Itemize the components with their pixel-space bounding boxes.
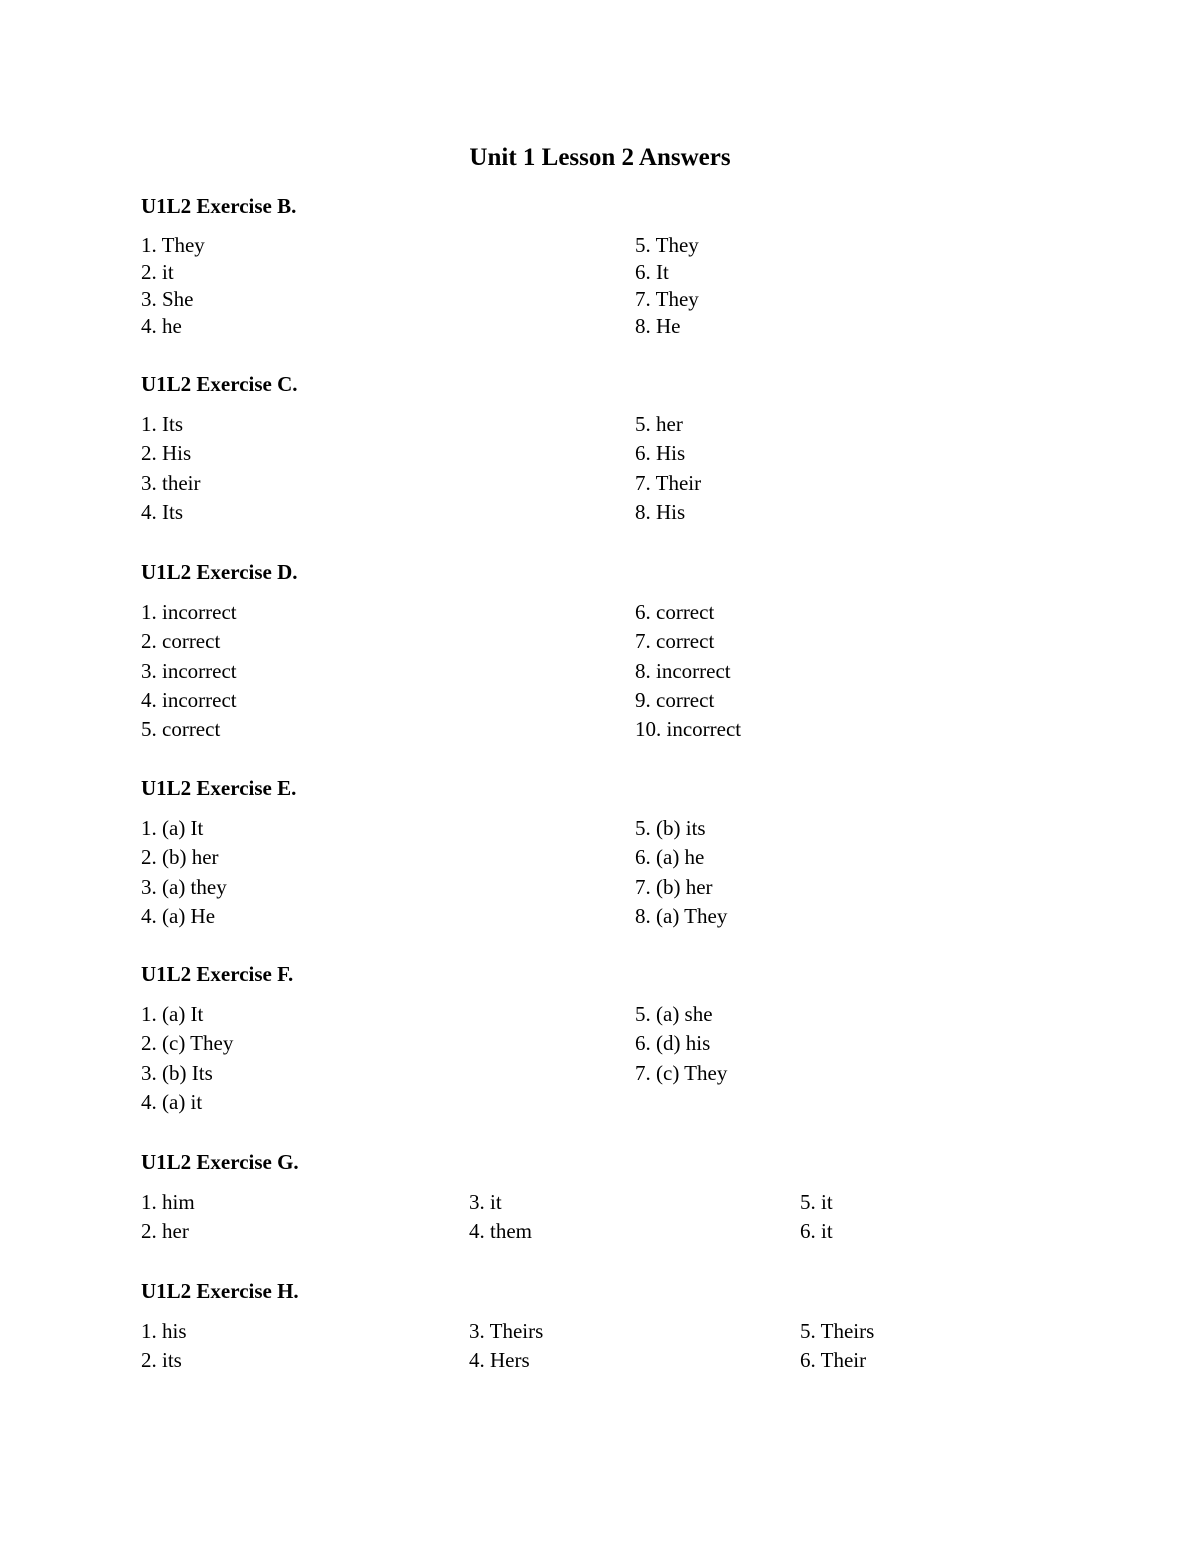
exercise-section: [141, 194, 1101, 340]
answer-item: 5. They: [635, 233, 699, 257]
answer-column: [800, 1317, 874, 1374]
answer-item: 8. (a) They: [635, 903, 728, 928]
answer-column: [141, 814, 227, 931]
answer-column: [141, 410, 200, 527]
answer-item: 2. it: [141, 260, 174, 284]
answer-item: 4. incorrect: [141, 687, 237, 712]
answer-item: 5. it: [800, 1190, 833, 1214]
answer-item: 6. It: [635, 260, 669, 284]
answer-item: 1. his: [141, 1319, 187, 1343]
answer-column: [141, 1317, 187, 1374]
answer-item: 4. them: [469, 1218, 532, 1243]
answer-item: 5. (b) its: [635, 816, 706, 840]
answer-column: [635, 232, 699, 340]
answer-item: 7. (b) her: [635, 874, 713, 899]
exercise-heading: U1L2 Exercise G.: [141, 1150, 299, 1174]
answer-item: 2. (b) her: [141, 845, 219, 870]
page-title: Unit 1 Lesson 2 Answers: [469, 144, 731, 171]
exercise-section: [141, 962, 1101, 1117]
answer-item: 4. (a) it: [141, 1089, 203, 1114]
exercise-section: [141, 1150, 1101, 1245]
exercise-section: [141, 560, 1101, 745]
answer-item: 3. Theirs: [469, 1319, 544, 1343]
exercise-section: [141, 372, 1101, 527]
exercise-heading: U1L2 Exercise E.: [141, 776, 297, 800]
answer-item: 6. (d) his: [635, 1031, 711, 1056]
answer-item: 5. Theirs: [800, 1319, 875, 1343]
answer-item: 8. incorrect: [635, 658, 731, 683]
answer-item: 4. (a) He: [141, 903, 216, 928]
answer-item: 4. Its: [141, 499, 183, 524]
answer-column: [635, 814, 727, 931]
answer-column: [141, 598, 237, 744]
answer-item: 3. (a) they: [141, 874, 227, 899]
answer-column: [141, 232, 205, 340]
answer-column: [469, 1317, 543, 1374]
answer-item: 1. incorrect: [141, 600, 237, 624]
answer-item: 9. correct: [635, 687, 715, 712]
answer-item: 1. They: [141, 233, 205, 257]
answer-item: 2. its: [141, 1347, 182, 1372]
answer-item: 2. her: [141, 1218, 189, 1243]
answer-item: 7. They: [635, 287, 699, 311]
answer-item: 7. (c) They: [635, 1060, 728, 1085]
exercise-heading: U1L2 Exercise F.: [141, 962, 294, 986]
answer-column: [800, 1188, 833, 1245]
answer-item: 4. Hers: [469, 1347, 530, 1372]
exercise-heading: U1L2 Exercise H.: [141, 1279, 299, 1303]
exercise-heading: U1L2 Exercise B.: [141, 194, 297, 218]
answer-item: 7. Their: [635, 470, 702, 495]
answer-item: 3. their: [141, 470, 201, 495]
answer-column: [469, 1188, 532, 1245]
answer-item: 5. her: [635, 412, 683, 436]
answer-item: 2. correct: [141, 629, 221, 654]
answer-item: 2. His: [141, 441, 192, 466]
answer-column: [635, 1000, 727, 1088]
answer-item: 6. (a) he: [635, 845, 705, 870]
answer-item: 1. (a) It: [141, 816, 204, 840]
exercise-section: [141, 1279, 1101, 1374]
answer-item: 6. it: [800, 1218, 833, 1243]
answer-item: 5. correct: [141, 717, 221, 742]
answer-item: 3. She: [141, 287, 194, 311]
answer-item: 3. incorrect: [141, 658, 237, 683]
exercise-heading: U1L2 Exercise C.: [141, 372, 298, 396]
exercise-section: [141, 776, 1101, 931]
answer-item: 7. correct: [635, 629, 715, 654]
answer-item: 4. he: [141, 314, 182, 338]
answer-column: [635, 598, 741, 744]
answer-column: [141, 1188, 195, 1245]
answer-item: 3. (b) Its: [141, 1060, 213, 1085]
answer-item: 6. correct: [635, 600, 715, 624]
answer-item: 1. Its: [141, 412, 183, 436]
answer-item: 3. it: [469, 1190, 502, 1214]
answer-item: 1. (a) It: [141, 1002, 204, 1026]
answer-item: 8. His: [635, 499, 686, 524]
answer-column: [141, 1000, 233, 1117]
answer-item: 8. He: [635, 314, 681, 338]
answer-column: [635, 410, 701, 527]
answer-item: 5. (a) she: [635, 1002, 713, 1026]
answer-item: 2. (c) They: [141, 1031, 234, 1056]
exercise-heading: U1L2 Exercise D.: [141, 560, 298, 584]
answer-item: 10. incorrect: [635, 717, 742, 742]
answer-item: 6. Their: [800, 1347, 867, 1372]
answer-item: 6. His: [635, 441, 686, 466]
answer-item: 1. him: [141, 1190, 195, 1214]
